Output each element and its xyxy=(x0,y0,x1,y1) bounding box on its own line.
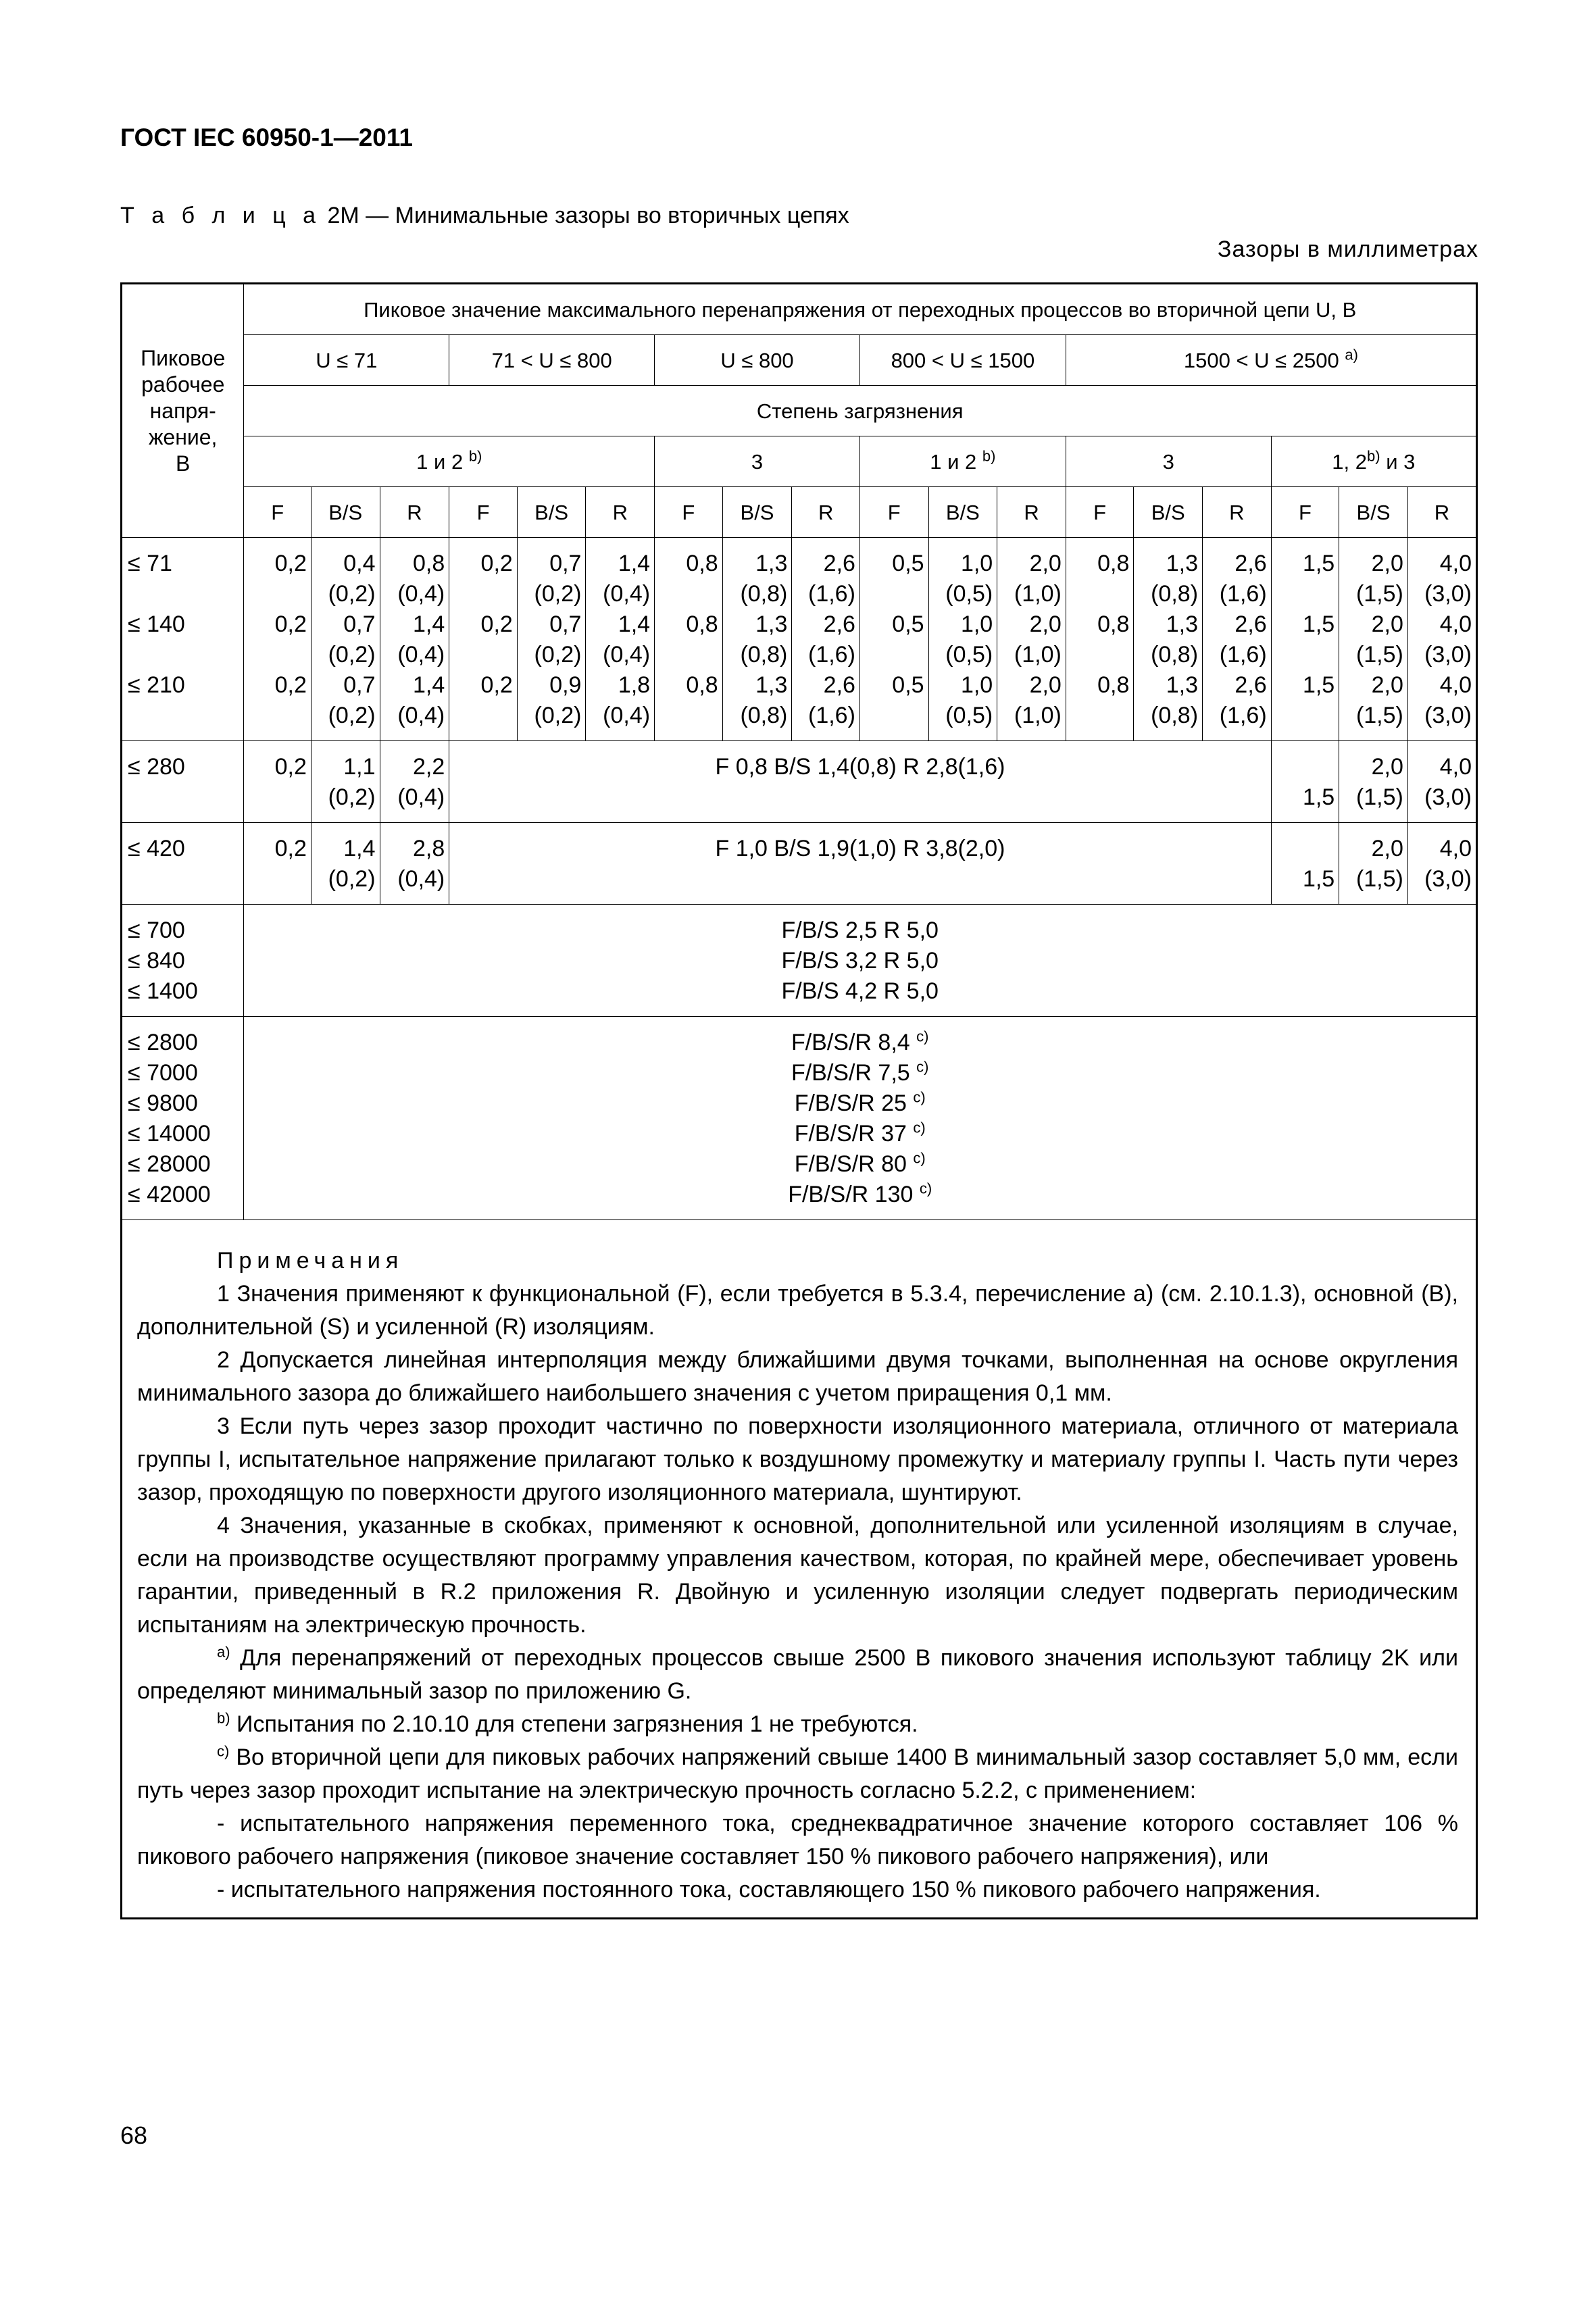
value-cell: 0,2 0,2 0,2 xyxy=(244,538,311,741)
voltage-cell xyxy=(122,538,244,741)
table-row: ≤ 420 0,2 1,4 (0,2) 2,8 (0,4) F 1,0 B/S 1,9(1,0) R 3,8(2,0) 1,5 2,0 (1,5) 4,0 (3,0) xyxy=(122,823,1477,905)
table-row xyxy=(122,538,1477,741)
notes-row xyxy=(122,1220,1477,1919)
value-cell: 0,8 (0,4) 1,4 (0,4) 1,4 (0,4) xyxy=(380,538,449,741)
value-cell: 0,4 (0,2) 0,7 (0,2) 0,7 (0,2) xyxy=(311,538,380,741)
pollution-degree-row: 1 и 2 $^{b)}$ 3 1 и 2 $^{b)}$ 3 1, 2$^{b)}$ и 3 xyxy=(122,436,1477,487)
table-row: ≤ 700 ≤ 840 ≤ 1400 F/B/S 2,5 R 5,0 F/B/S 3,2 R 5,0 F/B/S 4,2 R 5,0 xyxy=(122,905,1477,1017)
footnote-c: $^{c)}$ Во вторичной цепи для пиковых рабочих напряжений свыше 1400 В минимальный зазор составляет 5,0 мм, если путь через зазор проходит испытание на электрическую прочность согласно 5.2.2, с применением: xyxy=(137,1742,1458,1803)
value-cell: 1,3 (0,8) 1,3 (0,8) 1,3 (0,8) xyxy=(1134,538,1203,741)
value-cell: 2,0 (1,0) 2,0 (1,0) 2,0 (1,0) xyxy=(997,538,1066,741)
value-cell: 1,0 (0,5) 1,0 (0,5) 1,0 (0,5) xyxy=(928,538,997,741)
pollution-header: Степень загрязнения xyxy=(244,386,1477,436)
voltage-range-row: U ≤ 71 71 < U ≤ 800 U ≤ 800 800 < U ≤ 1500 1500 < U ≤ 2500 $^{a)}$ xyxy=(122,335,1477,386)
document-title: ГОСТ IEC 60950-1—2011 xyxy=(120,124,413,151)
note-3: 3 Если путь через зазор проходит частично по поверхности изоляционного материала, отличного от материала группы I, испытательное напряжение прилагают только к воздушному промежутку и материалу группы I. Часть пути через зазор, проходящую по поверхности другого изоляционного материала, шунтируют. xyxy=(137,1413,1458,1505)
table-row: ≤ 280 0,2 1,1 (0,2) 2,2 (0,4) F 0,8 B/S 1,4(0,8) R 2,8(1,6) 1,5 2,0 (1,5) 4,0 (3,0) xyxy=(122,741,1477,823)
voltage-label: ≤ 71 xyxy=(128,551,172,576)
value-cell: 1,5 1,5 1,5 xyxy=(1271,538,1339,741)
value-cell: 1,4 (0,4) 1,4 (0,4) 1,8 (0,4) xyxy=(586,538,655,741)
value-cell: 2,0 (1,5) 2,0 (1,5) 2,0 (1,5) xyxy=(1339,538,1408,741)
footnote-c-dash-2: - испытательного напряжения постоянного тока, составляющего 150 % пикового рабочего напряжения. xyxy=(217,1877,1321,1903)
units-label: Зазоры в миллиметрах xyxy=(1217,236,1478,262)
note-1: 1 Значения применяют к функциональной (F), если требуется в 5.3.4, перечисление а) (см. 2.10.1.3), основной (В), дополнительной (S) и усиленной (R) изоляциям. xyxy=(137,1281,1458,1340)
value-cell: 2,6 (1,6) 2,6 (1,6) 2,6 (1,6) xyxy=(792,538,860,741)
value-cell: 0,2 0,2 0,2 xyxy=(449,538,518,741)
footnote-c-dash-1: - испытательного напряжения переменного тока, среднеквадратичное значение которого составляет 106 % пикового рабочего напряжения (пиковое значение составляет 150 % пикового рабочего напряжения), или xyxy=(137,1811,1458,1869)
voltage-label: ≤ 210 xyxy=(128,672,185,698)
note-2: 2 Допускается линейная интерполяция между ближайшими двумя точками, выполненная на основе округления минимального зазора до ближайшего наибольшего значения с учетом приращения 0,1 мм. xyxy=(137,1347,1458,1406)
note-4: 4 Значения, указанные в скобках, применяют к основной, дополнительной или усиленной изоляциям в случае, если на производстве осуществляют программу управления качеством, которая, по крайней мере, обеспечивает уровень гарантии, приведенный в R.2 приложения R. Двойную и усиленную изоляции следует подвергать периодическим испытаниям на электрическую прочность. xyxy=(137,1513,1458,1638)
value-cell: 1,3 (0,8) 1,3 (0,8) 1,3 (0,8) xyxy=(722,538,792,741)
voltage-label: ≤ 140 xyxy=(128,611,185,637)
value-cell: 0,7 (0,2) 0,7 (0,2) 0,9 (0,2) xyxy=(517,538,586,741)
table-row: ≤ 2800 ≤ 7000 ≤ 9800 ≤ 14000 ≤ 28000 ≤ 42000 F/B/S/R 8,4 $^{c)}$ F/B/S/R 7,5 $^{c)}$ F/B/S/R 25 $^{c)}$ F/B/S/R 37 $^{c)}$ F/B/S/R 80 $^{c)}$ F/B/S/R 130 $^{c)}$ xyxy=(122,1017,1477,1220)
notes-block xyxy=(122,1220,1477,1919)
footnote-b: $^{b)}$ Испытания по 2.10.10 для степени загрязнения 1 не требуются. xyxy=(217,1709,918,1737)
notes-heading: Примечания xyxy=(217,1248,404,1274)
insulation-type-row: F B/S R F B/S R F B/S R F B/S R F B/S R F B/S R xyxy=(122,487,1477,538)
overvoltage-header: Пиковое значение максимального перенапряжения от переходных процессов во вторичной цепи U, В xyxy=(244,284,1477,335)
value-cell: 0,5 0,5 0,5 xyxy=(859,538,928,741)
table-caption-prefix: Т а б л и ц а xyxy=(120,203,322,228)
table-caption-text: 2М — Минимальные зазоры во вторичных цепях xyxy=(327,203,849,228)
value-cell: 4,0 (3,0) 4,0 (3,0) 4,0 (3,0) xyxy=(1407,538,1476,741)
value-cell: 0,8 0,8 0,8 xyxy=(655,538,723,741)
working-voltage-header: Пиковое рабочее напря- жение, В xyxy=(122,284,244,538)
value-cell: 2,6 (1,6) 2,6 (1,6) 2,6 (1,6) xyxy=(1203,538,1272,741)
value-cell: 0,8 0,8 0,8 xyxy=(1066,538,1134,741)
table-caption xyxy=(120,203,849,229)
clearance-table xyxy=(120,282,1478,1919)
page-number: 68 xyxy=(120,2121,148,2149)
footnote-a: $^{a)}$ Для перенапряжений от переходных процессов свыше 2500 В пикового значения используют таблицу 2K или определяют минимальный зазор по приложению G. xyxy=(137,1643,1458,1704)
